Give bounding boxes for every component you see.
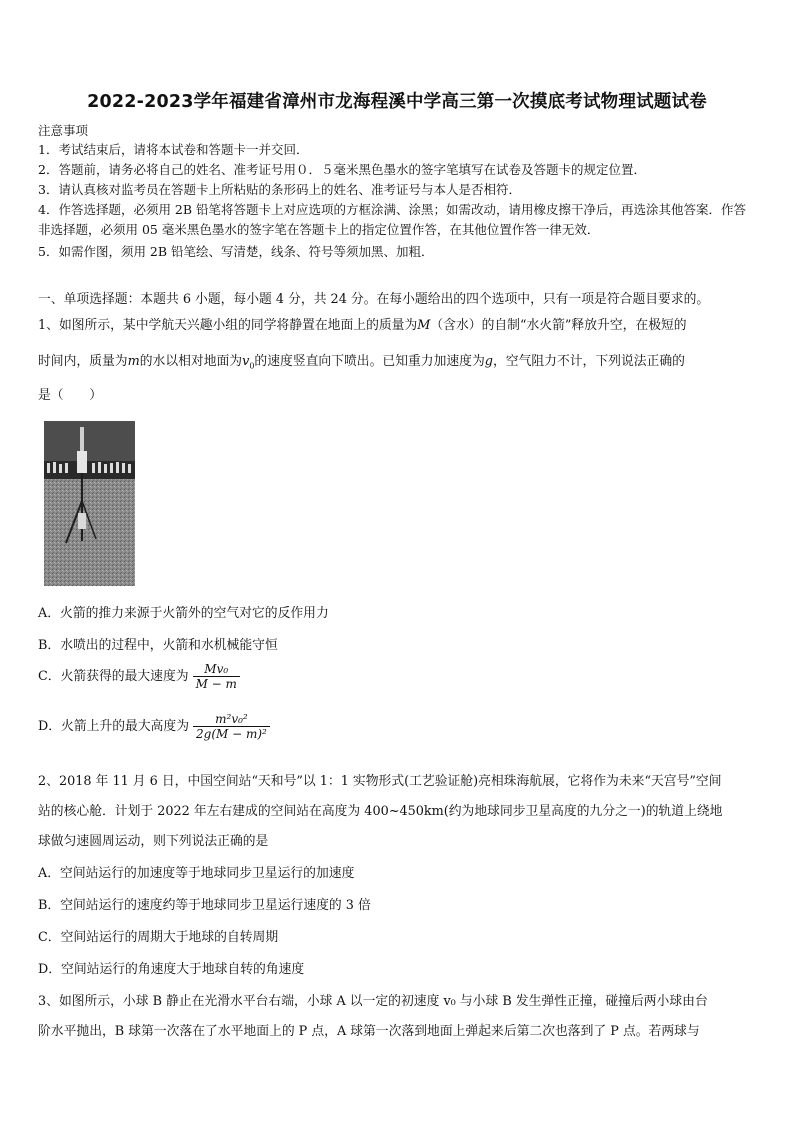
section-heading: 一、单项选择题：本题共 6 小题，每小题 4 分，共 24 分。在每小题给出的四个选项中，只有一项是符合题目要求的。 [38,292,710,307]
q2-option-d: D．空间站运行的角速度大于地球自转的角速度 [38,962,305,977]
q1-line-2 [38,350,685,371]
q1-option-c-text: C．火箭获得的最大速度为 [38,669,189,684]
q2-option-c: C．空间站运行的周期大于地球的自转周期 [38,930,279,945]
velocity-subscript: 0 [249,361,255,371]
water-rocket-photo [44,421,135,586]
note-item: 1．考试结束后，请将本试卷和答题卡一并交回． [38,142,309,157]
q2-line-2: 站的核心舱．计划于 2022 年左右建成的空间站在高度为 400~450km(约为地球同步卫星高度的九分之一)的轨道上绕地 [38,804,723,819]
q2-option-b: B．空间站运行的速度约等于地球同步卫星运行速度的 3 倍 [38,898,371,913]
q1-text: 时间内，质量为 [38,354,128,369]
fraction-numerator: m²v₀² [215,712,248,726]
fraction-numerator: Mv₀ [204,662,229,676]
q1-option-c [38,662,240,691]
q1-line-1 [38,314,687,333]
max-velocity-fraction [193,662,240,691]
gravity-symbol: g [484,354,493,369]
q1-option-b: B．水喷出的过程中，火箭和水机械能守恒 [38,638,278,653]
q3-line-2: 阶水平抛出，B 球第一次落在了水平地面上的 P 点，A 球第一次落到地面上弹起来后第二次也落到了 P 点。若两球与 [38,1024,700,1039]
note-item: 2．答题前，请务必将自己的姓名、准考证号用０．５毫米黑色墨水的签字笔填写在试卷及答题卡的规定位置． [38,162,646,177]
q2-line-3: 球做匀速圆周运动，则下列说法正确的是 [38,834,269,849]
mass-symbol: M [417,318,431,333]
q1-line-3: 是（ ） [38,388,102,403]
q1-option-a: A．火箭的推力来源于火箭外的空气对它的反作用力 [38,606,329,621]
fraction-denominator: 2g(M − m)² [193,726,270,741]
fraction-denominator: M − m [193,676,240,691]
note-item: 4．作答选择题，必须用 2B 铅笔将答题卡上对应选项的方框涂满、涂黑；如需改动，请用橡皮擦干净后，再选涂其他答案．作答非选择题，必须用 05 毫米黑色墨水的签字笔在答题卡上的指定位置作答，在其他位置作答一律无效． [38,202,747,237]
q1-text: 的速度竖直向下喷出。已知重力加速度为 [254,354,485,369]
q1-text: 1、如图所示，某中学航天兴趣小组的同学将静置在地面上的质量为 [38,318,418,333]
q1-option-d [38,712,270,741]
q3-line-1: 3、如图所示，小球 B 静止在光滑水平台右端，小球 A 以一定的初速度 v₀ 与小球 B 发生弹性正撞，碰撞后两小球由台 [38,994,708,1009]
q1-text: 的水以相对地面为 [139,354,243,369]
q2-option-a: A．空间站运行的加速度等于地球同步卫星运行的加速度 [38,866,355,881]
q1-text: ，空气阻力不计，下列说法正确的 [492,354,685,369]
page-title: 2022-2023学年福建省漳州市龙海程溪中学高三第一次摸底考试物理试题试卷 [87,92,707,112]
note-item: 3．请认真核对监考员在答题卡上所粘贴的条形码上的姓名、准考证号与本人是否相符． [38,182,521,197]
q2-line-1: 2、2018 年 11 月 6 日，中国空间站“天和号”以 1：1 实物形式(工艺验证舱)亮相珠海航展，它将作为未来“天宫号”空间 [38,774,722,789]
note-item: 5．如需作图，须用 2B 铅笔绘、写清楚，线条、符号等须加黑、加粗． [38,244,434,259]
water-mass-symbol: m [127,354,140,369]
notes-heading: 注意事项 [38,123,89,138]
q1-text: （含水）的自制“水火箭”释放升空，在极短的 [430,318,687,333]
max-height-fraction [193,712,270,741]
velocity-symbol: v [242,354,250,369]
q1-option-d-text: D．火箭上升的最大高度为 [38,719,190,734]
